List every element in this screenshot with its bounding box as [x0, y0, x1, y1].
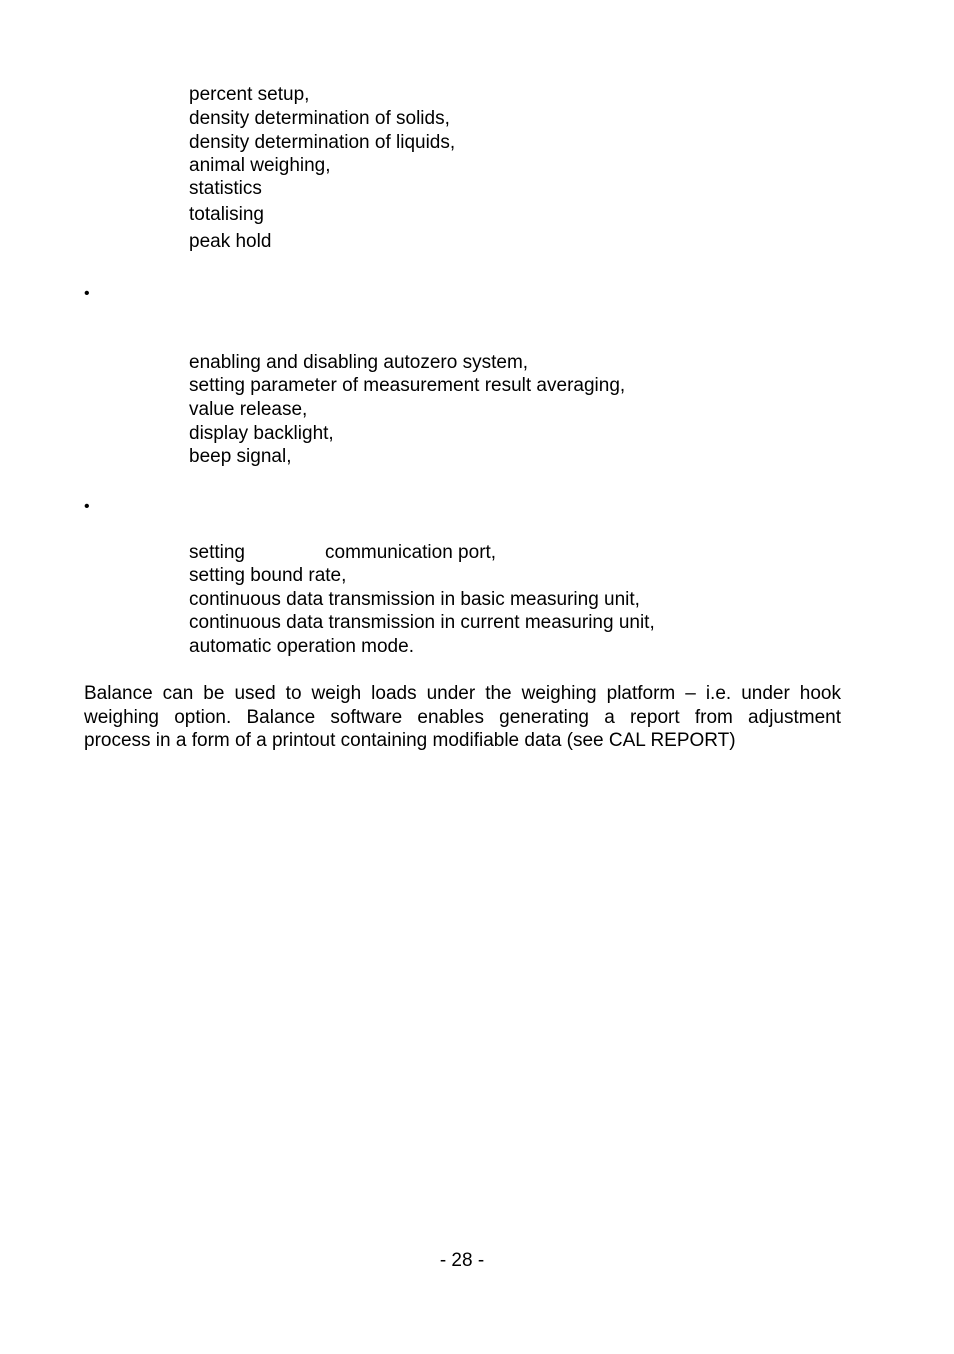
- list-item: value release,: [189, 399, 308, 420]
- list-item: setting parameter of measurement result averaging,: [189, 375, 626, 396]
- list-item: percent setup,: [189, 84, 310, 105]
- list-item: totalising: [189, 204, 264, 225]
- bullet-marker: •: [84, 285, 90, 302]
- list-item-port: communication port,: [325, 542, 497, 563]
- paragraph-line: weighing option. Balance software enables generating a report from adjustment: [84, 706, 841, 728]
- list-item: animal weighing,: [189, 155, 331, 176]
- list-item: continuous data transmission in current measuring unit,: [189, 612, 655, 633]
- list-item: statistics: [189, 178, 262, 199]
- page-number: - 28 -: [439, 1250, 485, 1271]
- list-item: peak hold: [189, 231, 272, 252]
- bullet-marker: •: [84, 498, 90, 515]
- paragraph-line: process in a form of a printout containing modifiable data (see CAL REPORT): [84, 730, 736, 751]
- list-item: beep signal,: [189, 446, 292, 467]
- list-item-setting: setting: [189, 542, 245, 563]
- list-item: automatic operation mode.: [189, 636, 414, 657]
- list-item: display backlight,: [189, 423, 334, 444]
- body-paragraph: [84, 682, 841, 753]
- list-item: density determination of liquids,: [189, 132, 456, 153]
- list-item: setting bound rate,: [189, 565, 347, 586]
- list-item: density determination of solids,: [189, 108, 450, 129]
- paragraph-line: Balance can be used to weigh loads under the weighing platform – i.e. under hook: [84, 683, 841, 704]
- list-item: continuous data transmission in basic measuring unit,: [189, 589, 640, 610]
- list-item: enabling and disabling autozero system,: [189, 352, 529, 373]
